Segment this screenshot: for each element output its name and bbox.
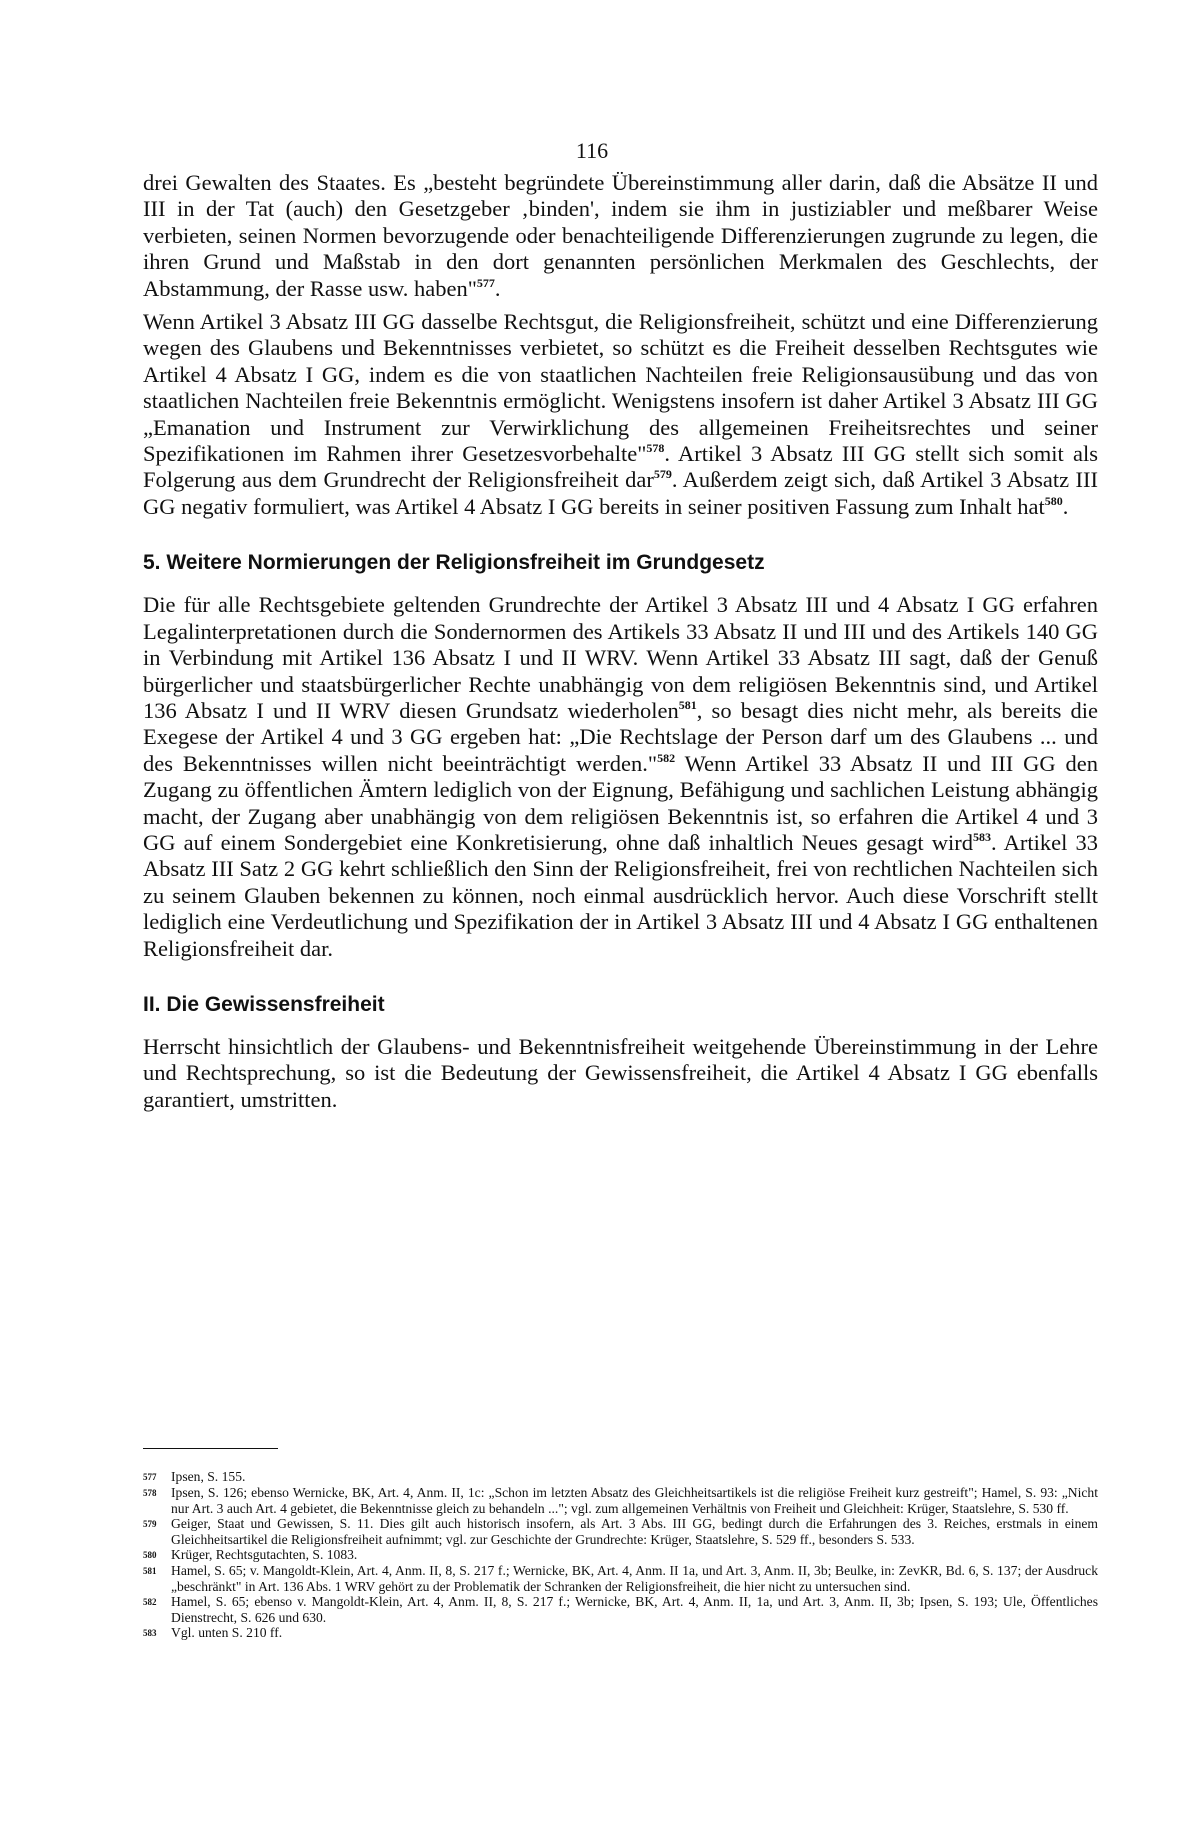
footnote-580: 580 Krüger, Rechtsgutachten, S. 1083. [143, 1547, 358, 1563]
footnote-ref-582: 582 [657, 750, 676, 765]
footnote-rule [143, 1448, 278, 1449]
footnote-577: 577 Ipsen, S. 155. [143, 1469, 246, 1484]
page-number: 116 [575, 138, 609, 163]
footnote-579: 579 Geiger, Staat und Gewissen, S. 11. Dies gilt auch historisch insofern, als Art. 3 Abs. III GG, bedingt durch die Erfahrungen des 3. Reiches, erstmals in einem Gleichheitsartikel die Religionsfreiheit aufnimmt; vgl. zur Geschichte der Grundrechte: Krüger, Staatslehre, S. 529 ff., besonders S. 533. [143, 1516, 1098, 1547]
footnote-ref-577: 577 [476, 275, 495, 290]
footnote-581: 581 Hamel, S. 65; v. Mangoldt-Klein, Art. 4, Anm. II, 8, S. 217 f.; Wernicke, BK, Art. 4, Anm. II 1a, und Art. 3, Anm. II, 3b; Beulke, in: ZevKR, Bd. 6, S. 137; der Ausdruck „beschränkt" in Art. 136 Abs. 1 WRV gehört zu der Problematik der Schranken der Religionsfreiheit, die hier nicht zu untersuchen sind. [143, 1563, 1098, 1594]
section-heading-5: 5. Weitere Normierungen der Religionsfreiheit im Grundgesetz [143, 551, 765, 575]
footnote-ref-583: 583 [973, 829, 992, 844]
paragraph-4: Herrscht hinsichtlich der Glaubens- und Bekenntnisfreiheit weitgehende Übereinstimmung in der Lehre und Rechtsprechung, so ist die Bedeutung der Gewissensfreiheit, die Artikel 4 Absatz I GG ebenfalls garantiert, umstritten. [143, 1033, 1098, 1112]
main-text [143, 170, 1098, 1113]
footnotes [143, 1469, 1098, 1641]
paragraph-1: drei Gewalten des Staates. Es „besteht begründete Übereinstimmung aller darin, daß die Absätze II und III in der Tat (auch) den Gesetzgeber ‚binden', indem sie ihm in justiziabler und meßbarer Weise verbieten, seinen Normen bevorzugende oder benachteiligende Differenzierungen zugrunde zu legen, die ihren Grund und Maßstab in den dort genannten persönlichen Merkmalen des Geschlechts, der Abstammung, der Rasse usw. haben"$^{577}$. [143, 170, 1098, 301]
section-heading-ii: II. Die Gewissensfreiheit [143, 992, 385, 1016]
footnote-ref-580: 580 [1044, 493, 1063, 508]
paragraph-3: Die für alle Rechtsgebiete geltenden Grundrechte der Artikel 3 Absatz III und 4 Absatz I GG erfahren Legalinterpretationen durch die Sondernormen des Artikels 33 Absatz II und III und des Artikels 140 GG in Verbindung mit Artikel 136 Absatz I und II WRV. Wenn Artikel 33 Absatz III sagt, daß der Genuß bürgerlicher und staatsbürgerlicher Rechte unabhängig von dem religiösen Bekenntnis sind, und Artikel 136 Absatz I und II WRV diesen Grundsatz wiederholen$^{581}$, so besagt dies nicht mehr, als bereits die Exegese der Artikel 4 und 3 GG ergeben hat: „Die Rechtslage der Person darf um des Glaubens ... und des Bekenntnisses willen nicht beeinträchtigt werden."$^{582}$ Wenn Artikel 33 Absatz II und III GG den Zugang zu öffentlichen Ämtern lediglich von der Eignung, Befähigung und sachlichen Leistung abhängig macht, der Zugang aber unabhängig von dem religiösen Bekenntnis ist, so erfahren die Artikel 4 und 3 GG auf einem Sondergebiet eine Konkretisierung, ohne daß inhaltlich Neues gesagt wird$^{583}$. Artikel 33 Absatz III Satz 2 GG kehrt schließlich den Sinn der Religionsfreiheit, frei von rechtlichen Nachteilen sich zu seinem Glauben bekennen zu können, noch einmal ausdrücklich hervor. Auch diese Vorschrift stellt lediglich eine Verdeutlichung und Spezifikation der in Artikel 3 Absatz III und 4 Absatz I GG enthaltenen Religionsfreiheit dar. [143, 592, 1098, 961]
footnote-ref-581: 581 [678, 697, 697, 712]
paragraph-2: Wenn Artikel 3 Absatz III GG dasselbe Rechtsgut, die Religionsfreiheit, schützt und eine Differenzierung wegen des Glaubens und Bekenntnisses verbietet, so schützt es die Freiheit desselben Rechtsgutes wie Artikel 4 Absatz I GG, indem es die von staatlichen Nachteilen freie Religionsausübung und das von staatlichen Nachteilen freie Bekenntnis ermöglicht. Wenigstens insofern ist daher Artikel 3 Absatz III GG „Emanation und Instrument zur Verwirklichung des allgemeinen Freiheitsrechtes und seiner Spezifikationen im Rahmen ihrer Gesetzesvorbehalte"$^{578}$. Artikel 3 Absatz III GG stellt sich somit als Folgerung aus dem Grundrecht der Religionsfreiheit dar$^{579}$. Außerdem zeigt sich, daß Artikel 3 Absatz III GG negativ formuliert, was Artikel 4 Absatz I GG bereits in seiner positiven Fassung zum Inhalt hat$^{580}$. [143, 309, 1099, 519]
footnote-583: 583 Vgl. unten S. 210 ff. [143, 1625, 283, 1641]
footnote-582: 582 Hamel, S. 65; ebenso v. Mangoldt-Klein, Art. 4, Anm. II, 8, S. 217 f.; Wernicke, BK, Art. 4, Anm. II, 1a, und Art. 3, Anm. II, 3b; Ipsen, S. 193; Ule, Öffentliches Dienstrecht, S. 626 und 630. [143, 1594, 1098, 1625]
footnote-ref-578: 578 [646, 441, 665, 456]
footnote-578: 578 Ipsen, S. 126; ebenso Wernicke, BK, Art. 4, Anm. II, 1c: „Schon im letzten Absatz des Gleichheitsartikels ist die religiöse Freiheit kurz gestreift"; Hamel, S. 93: „Nicht nur Art. 3 auch Art. 4 gebietet, die Bekenntnisse gleich zu behandeln ..."; vgl. zum allgemeinen Verhältnis von Freiheit und Gleichheit: Krüger, Staatslehre, S. 530 ff. [143, 1485, 1098, 1516]
footnote-ref-579: 579 [653, 467, 672, 482]
